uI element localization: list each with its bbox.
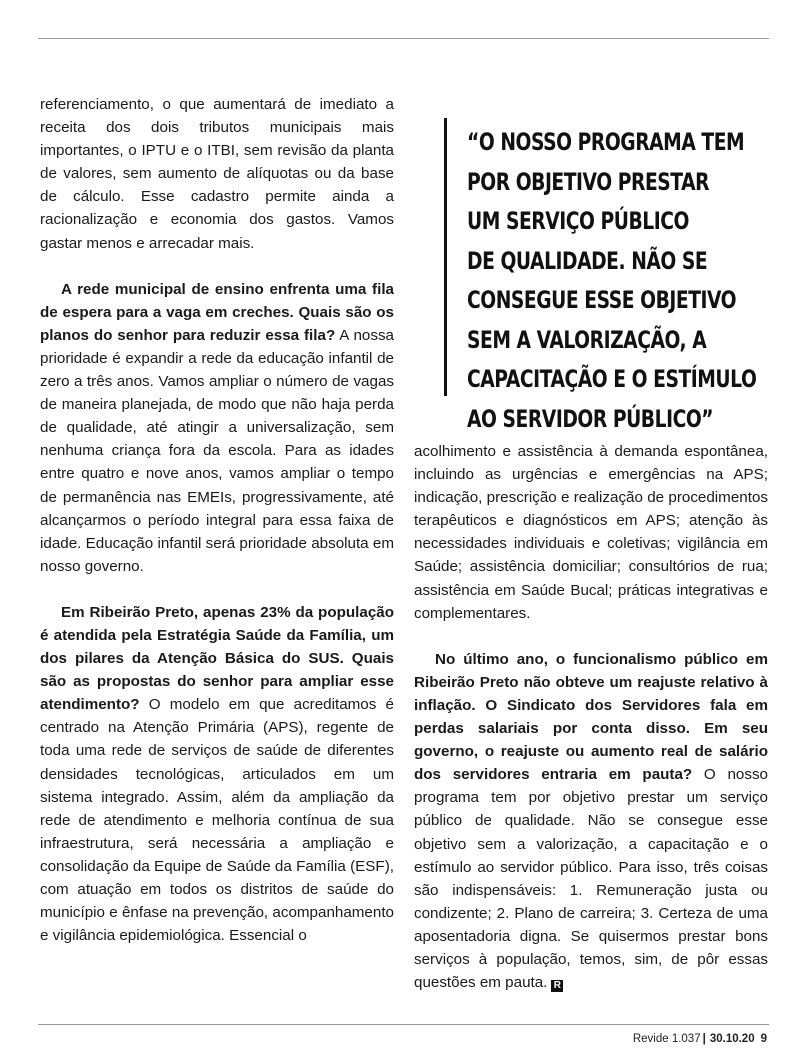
issue-date: 30.10.20 <box>709 1033 755 1045</box>
qa-daycare <box>40 278 394 578</box>
pull-quote <box>444 118 767 433</box>
answer-public-servants: O nosso programa tem por objetivo prestar um serviço público de qualidade. Não se consegue esse objetivo sem a valorização, a capacitação e o estímulo ao servidor público. Para isso, três coisas são indispensáveis: 1. Remuneração justa ou condizente; 2. Plano de carreira; 3. Certeza de uma aposentadoria digna. Se quisermos prestar bons serviços à população, temos, sim, de pôr essas questões em pauta. <box>414 766 769 992</box>
bottom-rule <box>38 1024 769 1025</box>
article-right-column <box>414 440 768 994</box>
pull-quote-line: “O NOSSO PROGRAMA TEM <box>467 128 745 156</box>
answer-daycare: A nossa prioridade é expandir a rede da educação infantil de zero a três anos. Vamos ampliar o número de vagas de maneira planejada, de modo que não haja perda de qualidade, até atingir a universalização, sem nenhuma criança fora da escola. Para as idades entre quatro e nove anos, vamos ampliar o tempo de permanência nas EMEIs, progressivamente, até alcançarmos o período integral para essa faixa de idade. Educação infantil será prioridade absoluta em nosso governo. <box>40 326 394 575</box>
page-footer <box>633 1033 767 1045</box>
paragraph-tax-registry: referenciamento, o que aumentará de imediato a receita dos dois tributos municipais mais importantes, o IPTU e o ITBI, sem revisão da planta de valores, sem aumento de alíquotas ou da base de cálculo. Esse cadastro permite ainda a racionalização e economia dos gastos. Vamos gastar menos e arrecadar mais. <box>40 96 394 252</box>
question-daycare: A rede municipal de ensino enfrenta uma fila de espera para a vaga em creches. Quais são os planos do senhor para reduzir essa fila? <box>40 280 394 344</box>
page-number: 9 <box>760 1033 767 1045</box>
answer-family-health: O modelo em que acreditamos é centrado na Atenção Primária (APS), regente de toda uma rede de serviços de saúde de diferentes densidades tecnológicas, articulados em um sistema integrado. Assim, além da ampliação da rede de atendimento e melhoria contínua de sua infraestrutura, será necessária a ampliação e consolidação da Equipe de Saúde da Família (ESF), com atuação em todos os distritos de saúde do município e ênfase na prevenção, acompanhamento e vigilância epidemiológica. Essencial o <box>40 696 394 945</box>
pull-quote-line: AO SERVIDOR PÚBLICO” <box>467 404 714 433</box>
pull-quote-line: DE QUALIDADE. NÃO SE <box>467 246 708 275</box>
end-of-article-icon: R <box>551 980 563 992</box>
article-left-column <box>40 93 394 947</box>
pull-quote-text <box>467 123 757 439</box>
pull-quote-line: CONSEGUE ESSE OBJETIVO <box>467 286 737 314</box>
pull-quote-line: UM SERVIÇO PÚBLICO <box>467 207 689 235</box>
footer-separator: | <box>702 1033 706 1045</box>
pull-quote-line: CAPACITAÇÃO E O ESTÍMULO <box>467 365 757 393</box>
top-rule <box>38 38 769 39</box>
qa-public-servants <box>414 648 768 994</box>
question-family-health: Em Ribeirão Preto, apenas 23% da população é atendida pela Estratégia Saúde da Família, um dos pilares da Atenção Básica do SUS. Quais são as propostas do senhor para ampliar esse atendimento? <box>40 603 394 714</box>
pull-quote-line: SEM A VALORIZAÇÃO, A <box>467 325 707 354</box>
pull-quote-line: POR OBJETIVO PRESTAR <box>467 167 710 196</box>
question-public-servants: No último ano, o funcionalismo público em Ribeirão Preto não obteve um reajuste relativo à inflação. O Sindicato dos Servidores fala em perdas salariais por conta disso. Em seu governo, o reajuste ou aumento real de salário dos servidores entraria em pauta? <box>414 650 768 784</box>
magazine-issue: Revide 1.037 <box>632 1033 701 1045</box>
paragraph-health-services: acolhimento e assistência à demanda espontânea, incluindo as urgências e emergências na APS; indicação, prescrição e realização de procedimentos terapêuticos e diagnósticos em APS; atenção às necessidades individuais e coletivas; vigilância em Saúde; assistência domiciliar; consultórios de rua; assistência em Saúde Bucal; práticas integrativas e complementares. <box>414 443 768 622</box>
qa-family-health <box>40 601 394 947</box>
